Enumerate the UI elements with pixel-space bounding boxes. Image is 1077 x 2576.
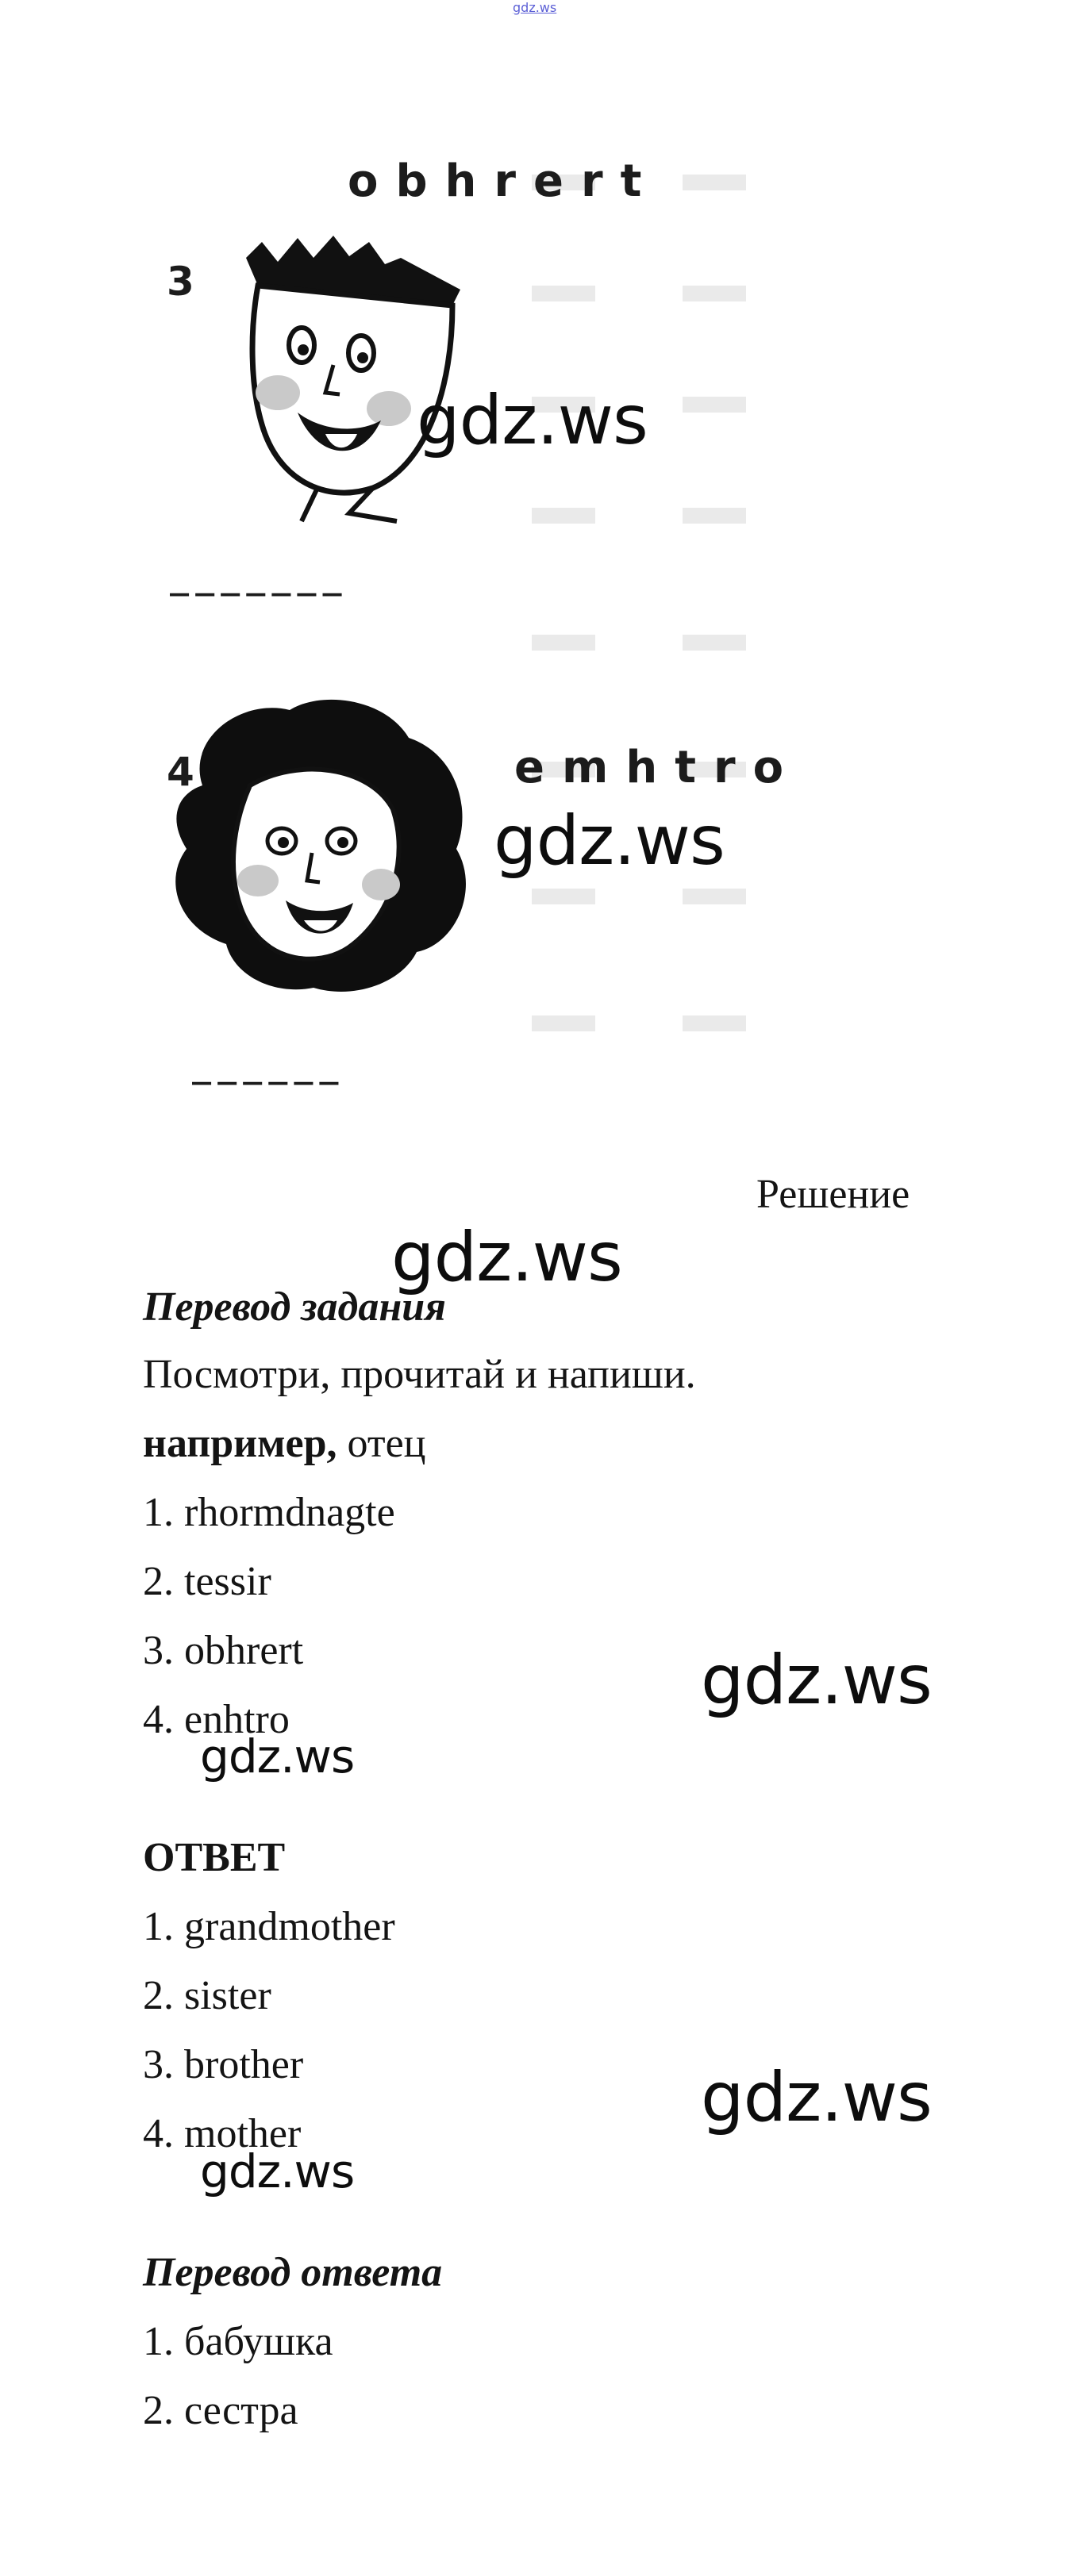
task-item-2: 2. tessir (143, 1559, 271, 1604)
example-word: отец (337, 1421, 426, 1466)
answer-blanks-3: _______ (170, 560, 348, 597)
answer-translation-item-2: 2. сестра (143, 2388, 298, 2433)
watermark: gdz.ws (200, 1729, 355, 1783)
watermark: gdz.ws (391, 1218, 622, 1297)
answer-translation-title: Перевод ответа (143, 2250, 443, 2295)
task-item-1: 1. rhormdnagte (143, 1490, 395, 1535)
watermark: gdz.ws (417, 381, 648, 460)
answer-item-3: 3. brother (143, 2042, 304, 2087)
scrambled-word-4: emhtro (514, 742, 802, 793)
watermark: gdz.ws (701, 2058, 932, 2137)
answer-item-2: 2. sister (143, 1973, 271, 2018)
top-watermark: gdz.ws (513, 0, 557, 15)
scrambled-word-3: obhrert (348, 155, 660, 207)
item-number-4: 4 (167, 749, 194, 795)
boy-face-illustration (214, 226, 468, 528)
woman-face-illustration (155, 690, 496, 1000)
answer-item-1: 1. grandmother (143, 1904, 395, 1949)
solution-heading: Решение (756, 1172, 910, 1217)
answer-blanks-4: ______ (192, 1049, 345, 1085)
example-label: например, (143, 1421, 337, 1466)
task-text: Посмотри, прочитай и напиши. (143, 1352, 696, 1397)
answer-translation-item-1: 1. бабушка (143, 2319, 333, 2364)
answer-title: ОТВЕТ (143, 1835, 286, 1880)
example-line (143, 1420, 426, 1467)
watermark: gdz.ws (701, 1641, 932, 1720)
task-item-3: 3. obhrert (143, 1628, 304, 1673)
task-item-4: 4. enhtro (143, 1697, 290, 1742)
answer-item-4: 4. mother (143, 2111, 302, 2156)
item-number-3: 3 (167, 259, 194, 305)
watermark: gdz.ws (494, 801, 725, 881)
watermark: gdz.ws (200, 2144, 355, 2198)
faint-background-grid (524, 159, 786, 1095)
task-translation-title: Перевод задания (143, 1284, 446, 1330)
